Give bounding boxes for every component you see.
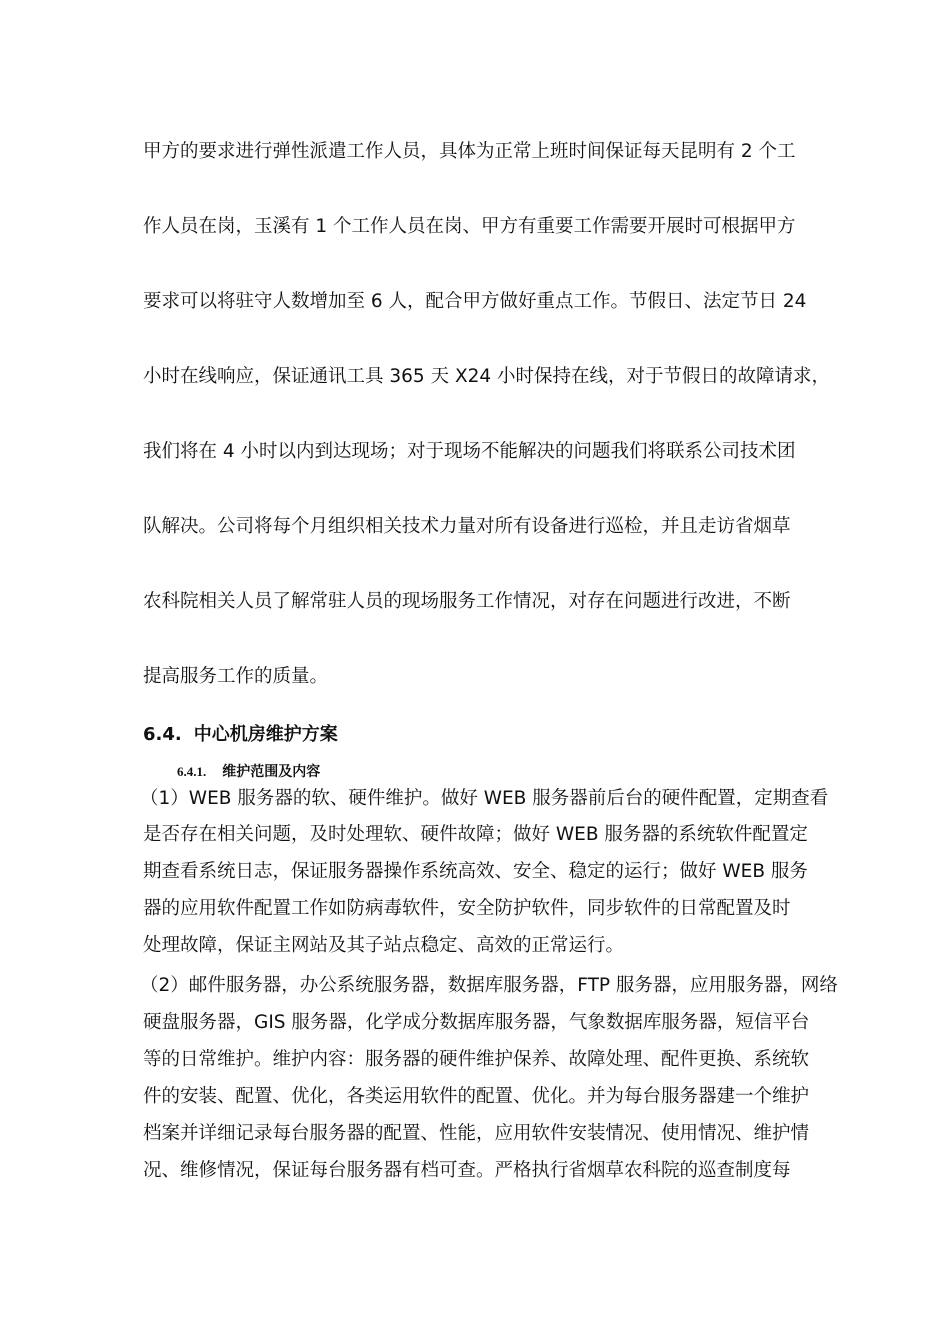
body-line: 况、维修情况，保证每台服务器有档可查。严格执行省烟草农科院的巡查制度每 [143,1160,791,1181]
subsection-heading [177,763,320,781]
body-line: 器的应用软件配置工作如防病毒软件，安全防护软件，同步软件的日常配置及时 [143,898,791,919]
paragraph-line: 甲方的要求进行弹性派遣工作人员，具体为正常上班时间保证每天昆明有 2 个工 [143,141,796,162]
body-line: 档案并详细记录每台服务器的配置、性能，应用软件安装情况、使用情况、维护情 [143,1123,810,1144]
paragraph-line: 提高服务工作的质量。 [143,666,329,687]
paragraph-line: 作人员在岗，玉溪有 1 个工作人员在岗、甲方有重要工作需要开展时可根据甲方 [143,216,796,237]
body-line: （1）WEB 服务器的软、硬件维护。做好 WEB 服务器前后台的硬件配置，定期查看 [140,788,829,809]
section-heading [143,724,338,746]
section-number: 6.4. [143,724,182,745]
section-title: 中心机房维护方案 [193,724,338,745]
paragraph-line: 农科院相关人员了解常驻人员的现场服务工作情况，对存在问题进行改进，不断 [143,591,791,612]
subsection-number: 6.4.1. [177,764,207,779]
body-line: 等的日常维护。维护内容：服务器的硬件维护保养、故障处理、配件更换、系统软 [143,1049,810,1070]
body-line: （2）邮件服务器，办公系统服务器，数据库服务器，FTP 服务器，应用服务器，网络 [140,975,838,996]
body-line: 是否存在相关问题，及时处理软、硬件故障；做好 WEB 服务器的系统软件配置定 [143,824,808,845]
body-line: 期查看系统日志，保证服务器操作系统高效、安全、稳定的运行；做好 WEB 服务 [143,861,808,882]
body-line: 件的安装、配置、优化，各类运用软件的配置、优化。并为每台服务器建一个维护 [143,1086,810,1107]
paragraph-line: 要求可以将驻守人数增加至 6 人，配合甲方做好重点工作。节假日、法定节日 24 [143,291,807,312]
body-line: 处理故障，保证主网站及其子站点稳定、高效的正常运行。 [143,935,625,956]
paragraph-line: 队解决。公司将每个月组织相关技术力量对所有设备进行巡检，并且走访省烟草 [143,516,791,537]
subsection-title: 维护范围及内容 [222,764,321,780]
body-line: 硬盘服务器，GIS 服务器，化学成分数据库服务器，气象数据库服务器，短信平台 [143,1012,810,1033]
paragraph-line: 小时在线响应，保证通讯工具 365 天 X24 小时保持在线，对于节假日的故障请求， [143,366,831,387]
paragraph-line: 我们将在 4 小时以内到达现场；对于现场不能解决的问题我们将联系公司技术团 [143,441,796,462]
